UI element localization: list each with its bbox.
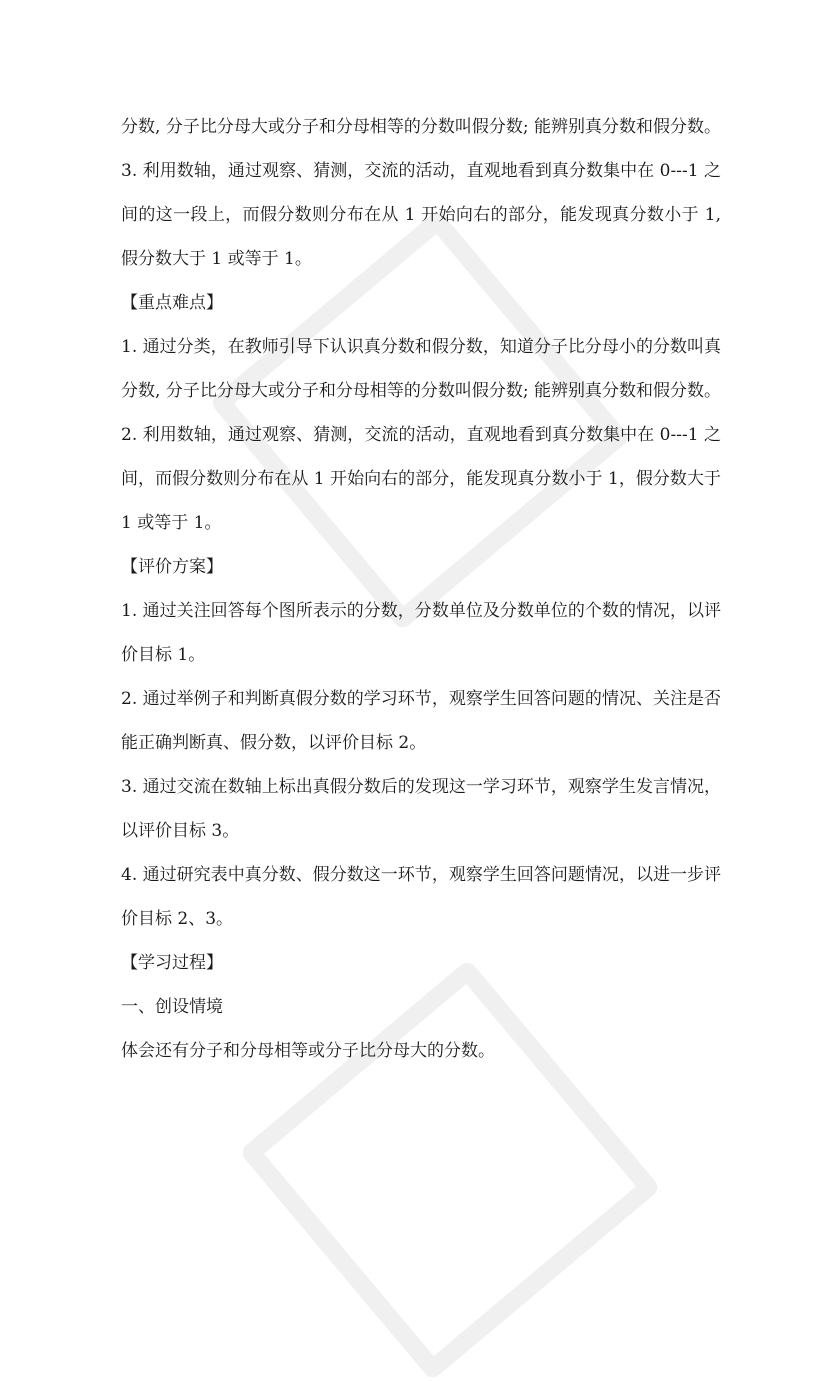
text-line: 1. 通过分类，在教师引导下认识真分数和假分数，知道分子比分母小的分数叫真 xyxy=(121,337,721,357)
text-line: 以评价目标 3。 xyxy=(121,821,240,841)
text-line: 4. 通过研究表中真分数、假分数这一环节，观察学生回答问题情况，以进一步评 xyxy=(121,865,721,885)
text-line: 假分数大于 1 或等于 1。 xyxy=(121,249,312,269)
text-line: 1. 通过关注回答每个图所表示的分数，分数单位及分数单位的个数的情况，以评 xyxy=(121,601,721,621)
section-heading: 【评价方案】 xyxy=(121,557,223,577)
text-line: 3. 利用数轴，通过观察、猜测，交流的活动，直观地看到真分数集中在 0---1 之 xyxy=(121,161,721,181)
text-line: 价目标 2、3。 xyxy=(121,909,234,929)
text-line: 价目标 1。 xyxy=(121,645,206,665)
text-line: 3. 通过交流在数轴上标出真假分数后的发现这一学习环节，观察学生发言情况， xyxy=(121,777,721,797)
section-heading: 【重点难点】 xyxy=(121,293,223,313)
text-line: 2. 利用数轴，通过观察、猜测，交流的活动，直观地看到真分数集中在 0---1 之 xyxy=(121,425,721,445)
text-line: 1 或等于 1。 xyxy=(121,513,222,533)
text-line: 分数, 分子比分母大或分子和分母相等的分数叫假分数; 能辨别真分数和假分数。 xyxy=(121,381,721,401)
document-body xyxy=(121,105,721,1073)
text-line: 分数, 分子比分母大或分子和分母相等的分数叫假分数; 能辨别真分数和假分数。 xyxy=(121,117,721,137)
text-line: 间的这一段上，而假分数则分布在从 1 开始向右的部分，能发现真分数小于 1, xyxy=(121,205,721,225)
text-line: 体会还有分子和分母相等或分子比分母大的分数。 xyxy=(121,1041,495,1061)
section-heading: 【学习过程】 xyxy=(121,953,223,973)
text-line: 能正确判断真、假分数，以评价目标 2。 xyxy=(121,733,427,753)
text-line: 2. 通过举例子和判断真假分数的学习环节，观察学生回答问题的情况、关注是否 xyxy=(121,689,721,709)
text-line: 间，而假分数则分布在从 1 开始向右的部分，能发现真分数小于 1，假分数大于 xyxy=(121,469,721,489)
subsection-heading: 一、创设情境 xyxy=(121,997,223,1017)
